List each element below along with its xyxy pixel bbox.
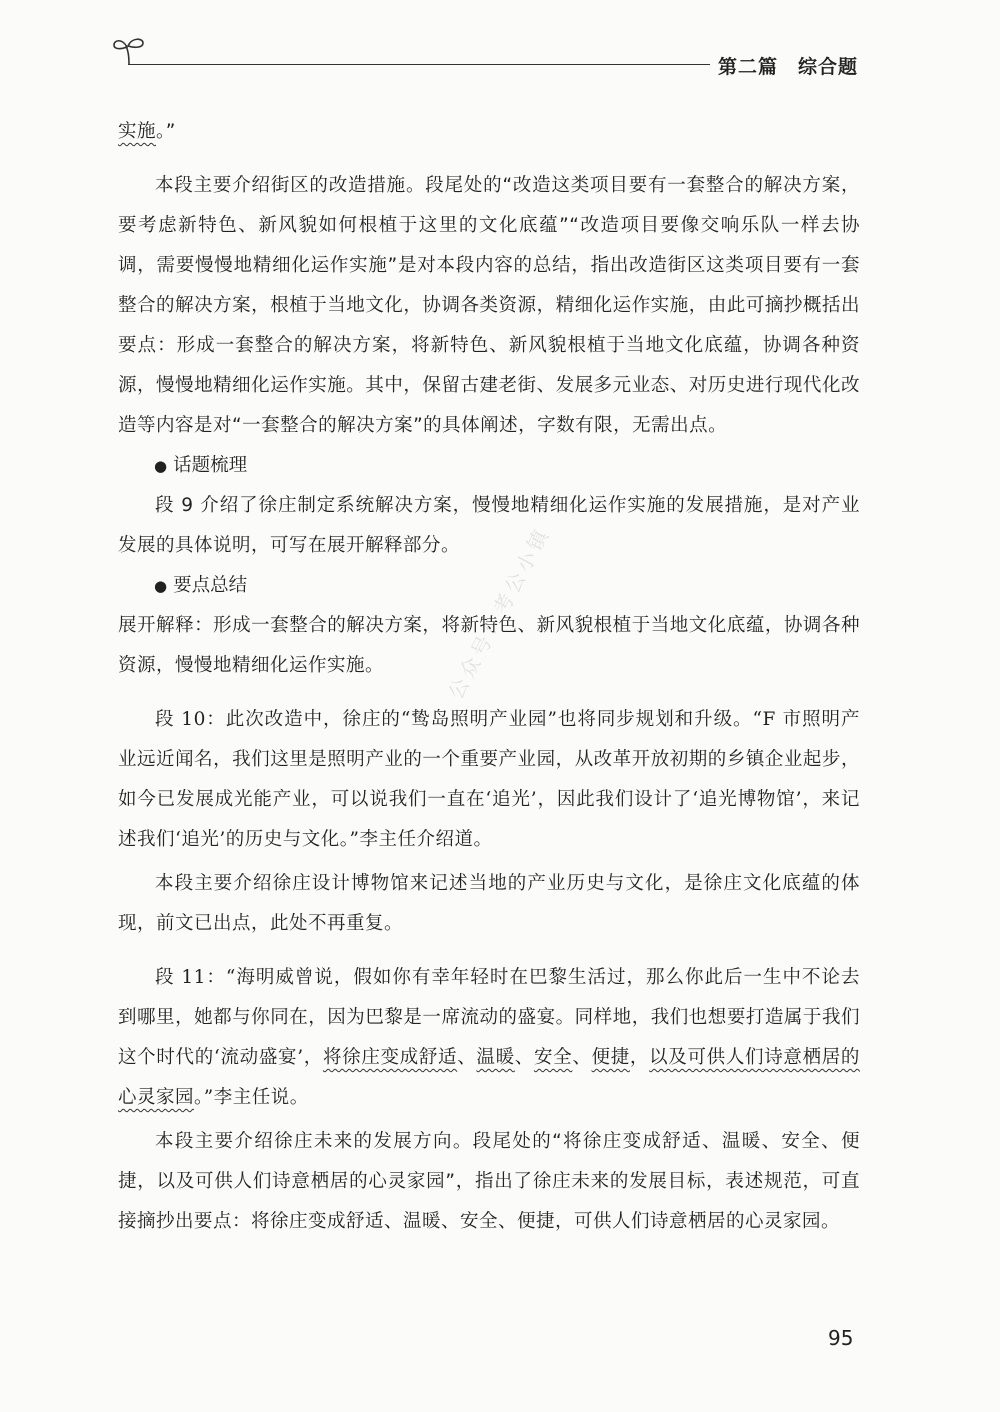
underlined-text: 安全: [533, 1047, 573, 1068]
paragraph-text: 段 11：“海明威曾说，假如你有幸年轻时在巴黎生活过，那么你此后一生中不论去到哪里，她都与你同在，因为巴黎是一席流动的盛宴。同样地，我们也想要打造属于我们这个时代的‘流动盛宴’，: [118, 967, 860, 1068]
page-number: 95: [828, 1326, 854, 1350]
header-rule: [128, 64, 710, 65]
analysis-paragraph: 本段主要介绍徐庄未来的发展方向。段尾处的“将徐庄变成舒适、温暖、安全、便捷，以及可供人们诗意栖居的心灵家园”，指出了徐庄未来的发展目标，表述规范，可直接摘抄出要点：将徐庄变成舒适、温暖、安全、便捷，可供人们诗意栖居的心灵家园。: [118, 1131, 860, 1232]
bullet-label: 话题梳理: [173, 455, 248, 476]
summary-paragraph: 展开解释：形成一套整合的解决方案，将新特色、新风貌根植于当地文化底蕴，协调各种资源，慢慢地精细化运作实施。: [118, 615, 860, 676]
underlined-text: 将徐庄变成舒适: [322, 1047, 458, 1068]
separator: 、: [572, 1047, 592, 1068]
source-paragraph: [118, 958, 860, 1118]
separator: ，: [629, 1047, 650, 1068]
underlined-text: 实施: [118, 121, 157, 142]
watermark: 公众号：考公小镇: [443, 522, 555, 704]
paragraph-continuation: [118, 112, 860, 152]
bullet-label: 要点总结: [173, 575, 248, 596]
bullet-heading: [118, 446, 860, 486]
page-header: [0, 30, 1000, 90]
bullet-icon: ●: [154, 457, 168, 475]
sprout-icon: [112, 34, 146, 66]
underlined-text: 温暖: [476, 1047, 515, 1068]
separator: 、: [457, 1047, 477, 1068]
underlined-text: 以及可供人们诗意栖居的心灵家园: [118, 1047, 860, 1108]
paragraph-text: 。”李主任说。: [194, 1087, 309, 1108]
paragraph-text: 。”: [156, 121, 176, 142]
separator: 、: [514, 1047, 534, 1068]
page-content: [118, 112, 860, 1242]
analysis-paragraph: 本段主要介绍徐庄设计博物馆来记述当地的产业历史与文化，是徐庄文化底蕴的体现，前文已出点，此处不再重复。: [118, 873, 860, 934]
topic-paragraph: 段 9 介绍了徐庄制定系统解决方案，慢慢地精细化运作实施的发展措施，是对产业发展的具体说明，可写在展开解释部分。: [118, 495, 860, 556]
analysis-paragraph: 本段主要介绍街区的改造措施。段尾处的“改造这类项目要有一套整合的解决方案，要考虑新特色、新风貌如何根植于这里的文化底蕴”“改造项目要像交响乐队一样去协调，需要慢慢地精细化运作实施”是对本段内容的总结，指出改造街区这类项目要有一套整合的解决方案，根植于当地文化，协调各类资源，精细化运作实施，由此可摘抄概括出要点：形成一套整合的解决方案，将新特色、新风貌根植于当地文化底蕴，协调各种资源，慢慢地精细化运作实施。其中，保留古建老街、发展多元业态、对历史进行现代化改造等内容是对“一套整合的解决方案”的具体阐述，字数有限，无需出点。: [118, 175, 860, 436]
source-paragraph: 段 10：此次改造中，徐庄的“鸷岛照明产业园”也将同步规划和升级。“F 市照明产业远近闻名，我们这里是照明产业的一个重要产业园，从改革开放初期的乡镇企业起步，如今已发展成光能产业，可以说我们一直在‘追光’，因此我们设计了‘追光博物馆’，来记述我们‘追光’的历史与文化。”李主任介绍道。: [118, 709, 860, 850]
underlined-text: 便捷: [591, 1047, 630, 1068]
bullet-icon: ●: [154, 577, 168, 595]
section-title: 第二篇 综合题: [718, 56, 859, 78]
bullet-heading: [118, 566, 860, 606]
